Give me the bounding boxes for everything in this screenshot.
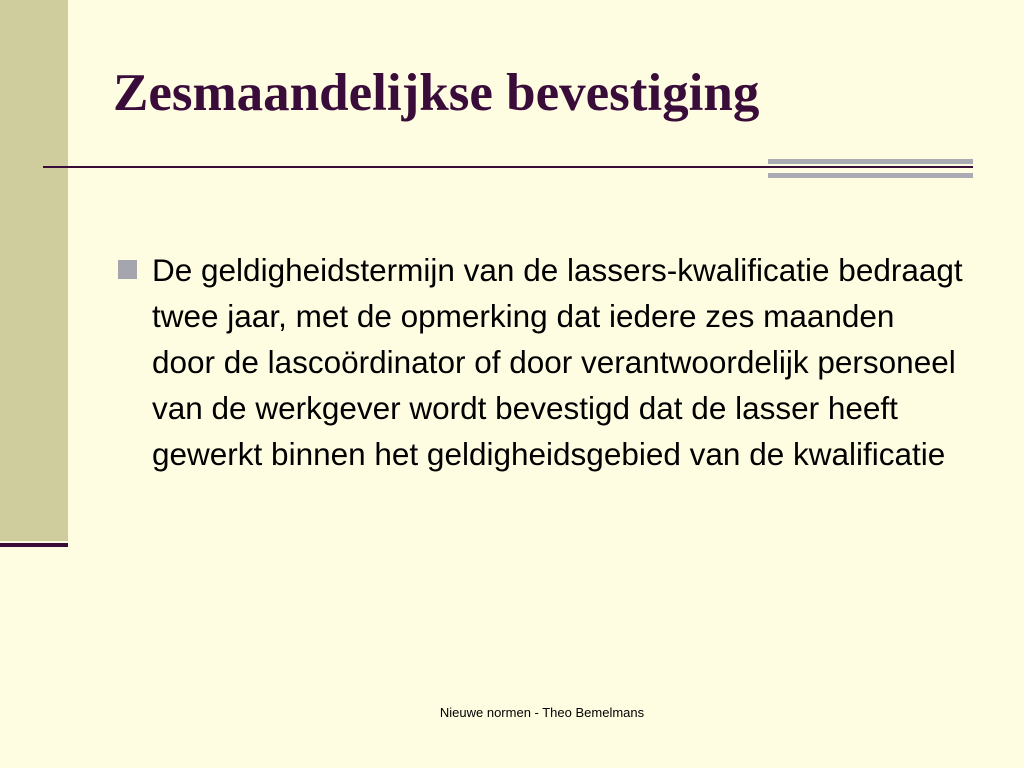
title-divider <box>43 166 973 168</box>
accent-bar-top <box>768 159 973 164</box>
side-band <box>0 0 68 541</box>
square-bullet-icon <box>118 260 137 279</box>
accent-bar-bottom <box>768 173 973 178</box>
side-band-accent-line <box>0 543 68 547</box>
bullet-list <box>113 247 963 477</box>
slide-title: Zesmaandelijkse bevestiging <box>113 64 760 122</box>
slide-footer: Nieuwe normen - Theo Bemelmans <box>439 705 645 720</box>
bullet-text: De geldigheidstermijn van de lassers-kwalificatie bedraagt twee jaar, met de opmerking dat iedere zes maanden door de lascoördinator of door verantwoordelijk personeel van de werkgever wordt bevestigd dat de lasser heeft gewerkt binnen het geldigheidsgebied van de kwalificatie <box>152 252 963 472</box>
bullet-item <box>113 247 963 477</box>
